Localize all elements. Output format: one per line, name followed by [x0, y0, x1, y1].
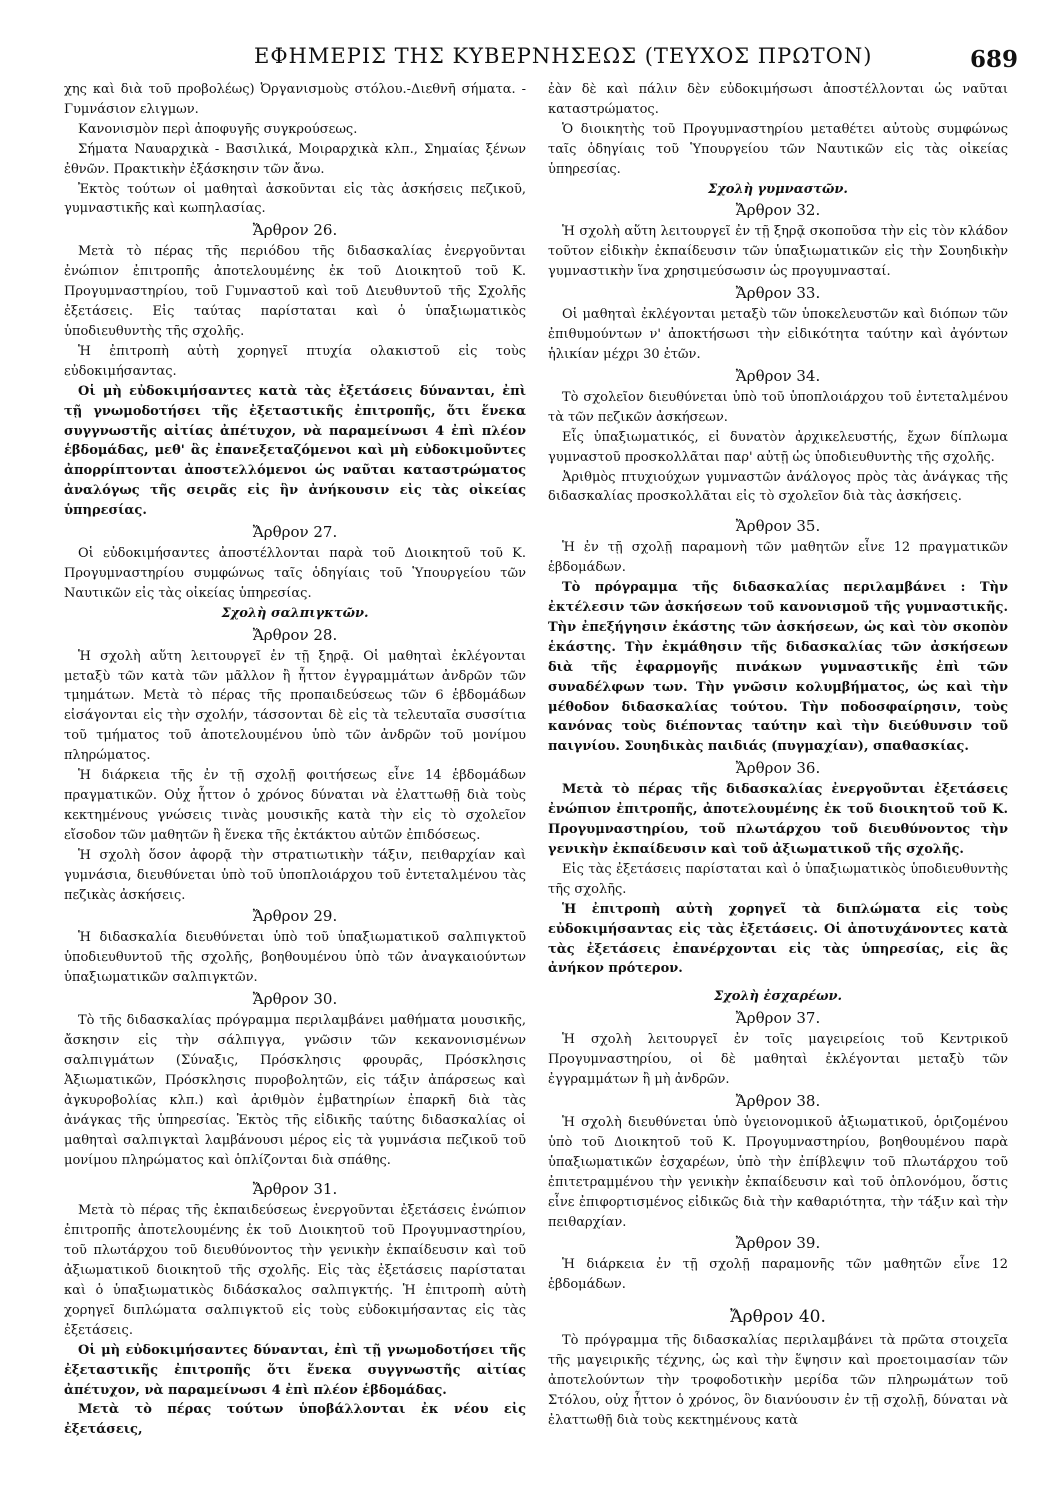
- paragraph: Τὸ πρόγραμμα τῆς διδασκαλίας περιλαμβάνει : Τὴν ἐκτέλεσιν τῶν ἀσκήσεων τοῦ κανονισμοῦ τῆς γυμναστικῆς. Τὴν ἐπεξήγησιν ἑκάστης τῶν ἀσκήσεων, ὡς καὶ τὸν σκοπὸν ἑκάστης. Τὴν ἐκμάθησιν τῆς διδασκαλίας τῶν ἀσκήσεων διὰ τῆς ἐφαρμογῆς πινάκων γυμναστικῆς ἐπὶ τῶν συναδέλφων των. Τὴν γνῶσιν κολυμβήματος, ὡς καὶ τὴν μέθοδον διδασκαλίας τούτου. Τὴν ποδοσφαίρησιν, τοὺς κανόνας τοὺς διέποντας ταύτην καὶ τὴν διεύθυνσιν τοῦ παιγνίου. Σουηδικὰς παιδιάς (πυγμαχίαν), σπαθασκίας.: [548, 580, 1008, 755]
- article-heading: Ἄρθρον 37.: [735, 1009, 821, 1028]
- article-heading: Ἄρθρον 30.: [252, 990, 338, 1009]
- paragraph: Ὁ διοικητὴς τοῦ Προγυμναστηρίου μεταθέτει αὐτοὺς συμφώνως ταῖς ὁδηγίαις τοῦ Ὑπουργείου τῶν Ναυτικῶν εἰς τὰς οἰκείας ὑπηρεσίας.: [548, 121, 1008, 177]
- paragraph: Οἱ μαθηταὶ ἐκλέγονται μεταξὺ τῶν ὑποκελευστῶν καὶ διόπων τῶν ἐπιθυμούντων ν' ἀποκτήσωσι τὴν εἰδικότητα ταύτην καὶ ἀγόντων ἡλικίαν μέχρι 30 ἐτῶν.: [548, 307, 1008, 362]
- paragraph: Ἐκτὸς τούτων οἱ μαθηταὶ ἀσκοῦνται εἰς τὰς ἀσκήσεις πεζικοῦ, γυμναστικῆς καὶ κωπηλασίας.: [64, 181, 526, 217]
- paragraph: Ἡ ἐπιτροπὴ αὐτὴ χορηγεῖ πτυχία ολακιστοῦ εἰς τοὺς εὐδοκιμήσαντας.: [64, 343, 526, 379]
- paragraph: Τὸ τῆς διδασκαλίας πρόγραμμα περιλαμβάνει μαθήματα μουσικῆς, ἄσκησιν εἰς τὴν σάλπιγγα, γνῶσιν τῶν κεκανονισμένων σαλπιγμάτων (Σύναξις, Πρόσκλησις φρουρᾶς, Πρόσκλησις Ἀξιωματικῶν, Πρόσκλησις πυροβολητῶν, εἰς τάξιν ἀπάρσεως καὶ ἀγκυροβολίας κλπ.) καὶ ἀριθμὸν ἐμβατηρίων ἐπαρκῆ διὰ τὰς ἀνάγκας τῆς ὑπηρεσίας. Ἐκτὸς τῆς εἰδικῆς ταύτης διδασκαλίας οἱ μαθηταὶ σαλπιγκταὶ λαμβάνουσι μέρος εἰς τὰ γυμνάσια πεζικοῦ τοῦ μονίμου πληρώματος καὶ ὁπλίζονται διὰ σπάθης.: [64, 1013, 526, 1168]
- paragraph: Μετὰ τὸ πέρας τούτων ὑποβάλλονται ἐκ νέου εἰς ἐξετάσεις,: [64, 1402, 526, 1438]
- paragraph: Τὸ σχολεῖον διευθύνεται ὑπὸ τοῦ ὑποπλοιάρχου τοῦ ἐντεταλμένου τὰ τῶν πεζικῶν ἀσκήσεων.: [548, 389, 1008, 425]
- paragraph: Ἡ διάρκεια τῆς ἐν τῇ σχολῇ φοιτήσεως εἶνε 14 ἑβδομάδων πραγματικῶν. Οὐχ ἧττον ὁ χρόνος δύναται νὰ ἐλαττωθῇ διὰ τοὺς κεκτημένους γνώσεις τινὰς μουσικῆς κατὰ τὴν εἰς τὸ σχολεῖον εἴσοδον τῶν μαθητῶν ἢ ἕνεκα τῆς ἐκτάκτου αὐτῶν ἐπιδόσεως.: [64, 768, 526, 843]
- paragraph: Εἷς ὑπαξιωματικός, εἰ δυνατὸν ἀρχικελευστής, ἔχων δίπλωμα γυμναστοῦ προσκολλᾶται παρ' αὐτῇ ὡς ὑποδιευθυντὴς τῆς σχολῆς.: [548, 429, 1008, 465]
- left-column: [64, 80, 526, 1500]
- article-heading: Ἄρθρον 26.: [252, 221, 338, 240]
- article-heading: Ἄρθρον 38.: [735, 1091, 821, 1110]
- paragraph: χης καὶ διὰ τοῦ προβολέως) Ὀργανισμοὺς στόλου.-Διεθνῆ σήματα. - Γυμνάσιον ελιγμων.: [64, 82, 526, 117]
- paragraph: Ἡ σχολὴ αὕτη λειτουργεῖ ἐν τῇ ξηρᾷ σκοποῦσα τὴν εἰς τὸν κλάδον τοῦτον εἰδικὴν ἐκπαίδευσιν τῶν ὑπαξιωματικῶν εἰς τὴν Σουηδικὴν γυμναστικὴν ἵνα χρησιμεύσωσιν ὡς προγυμνασταί.: [548, 224, 1008, 280]
- paragraph: Εἰς τὰς ἐξετάσεις παρίσταται καὶ ὁ ὑπαξιωματικὸς ὑποδιευθυντὴς τῆς σχολῆς.: [548, 861, 1008, 897]
- gazette-title: ΕΦΗΜΕΡΙΣ ΤΗΣ ΚΥΒΕΡΝΗΣΕΩΣ (ΤΕΥΧΟΣ ΠΡΩΤΟΝ): [254, 44, 873, 68]
- paragraph: Ἡ διδασκαλία διευθύνεται ὑπὸ τοῦ ὑπαξιωματικοῦ σαλπιγκτοῦ ὑποδιευθυντοῦ τῆς σχολῆς, βοηθουμένου ὑπὸ τῶν ἀναγκαιούντων ὑπαξιωματικῶν σαλπιγκτῶν.: [64, 930, 526, 986]
- paragraph: Σήματα Ναυαρχικὰ - Βασιλικά, Μοιραρχικὰ κλπ., Σημαίας ξένων ἐθνῶν. Πρακτικὴν ἐξάσκησιν τῶν ἄνω.: [64, 141, 526, 177]
- paragraph: Μετὰ τὸ πέρας τῆς ἐκπαιδεύσεως ἐνεργοῦνται ἐξετάσεις ἐνώπιον ἐπιτροπῆς ἀποτελουμένης ἐκ τοῦ Διοικητοῦ τοῦ Προγυμναστηρίου, τοῦ πλωτάρχου τοῦ διευθύνοντος τὴν γενικὴν ἐκπαίδευσιν καὶ τοῦ ἀξιωματικοῦ διοικητοῦ τῆς σχολῆς. Εἰς τὰς ἐξετάσεις παρίσταται καὶ ὁ ὑπαξιωματικὸς διδάσκαλος σαλπιγκτής. Ἡ ἐπιτροπὴ αὐτὴ χορηγεῖ διπλώματα σαλπιγκτοῦ εἰς τοὺς εὐδοκιμήσαντας εἰς τὰς ἐξετάσεις.: [64, 1203, 526, 1338]
- article-heading: Ἄρθρον 40.: [730, 1307, 826, 1328]
- paragraph: Ἡ σχολὴ διευθύνεται ὑπὸ ὑγειονομικοῦ ἀξιωματικοῦ, ὁριζομένου ὑπὸ τοῦ Διοικητοῦ τοῦ Κ. Προγυμναστηρίου, βοηθουμένου παρὰ ὑπαξιωματικῶν ἐσχαρέων, ὑπὸ τὴν ἐπίβλεψιν τοῦ πλωτάρχου τοῦ ἐπιτετραμμένου τὴν γενικὴν ἐκπαίδευσιν καὶ τοῦ ὁπλονόμου, ὅστις εἶνε ἐπιφορτισμένος εἰδικῶς διὰ τὴν καθαριότητα, τὴν τάξιν καὶ τὴν πειθαρχίαν.: [548, 1114, 1008, 1230]
- article-heading: Ἄρθρον 31.: [252, 1180, 338, 1199]
- article-heading: Ἄρθρον 34.: [735, 366, 821, 385]
- paragraph: Ἡ σχολὴ αὕτη λειτουργεῖ ἐν τῇ ξηρᾷ. Οἱ μαθηταὶ ἐκλέγονται μεταξὺ τῶν κατὰ τῶν μᾶλλον ἢ ἧττον ἐγγραμμάτων ἀνδρῶν τῶν τμημάτων. Μετὰ τὸ πέρας τῆς προπαιδεύσεως τῶν 6 ἑβδομάδων εἰσάγονται εἰς τὴν σχολήν, τάσσονται δὲ εἰς τὰ τελευταῖα συσσίτια τοῦ τμήματος τοῦ ἀποτελουμένου ὑπὸ τῶν ἀνδρῶν τοῦ μονίμου πληρώματος.: [64, 648, 526, 764]
- paragraph: Μετὰ τὸ πέρας τῆς διδασκαλίας ἐνεργοῦνται ἐξετάσεις ἐνώπιον ἐπιτροπῆς, ἀποτελουμένης ἐκ τοῦ διοικητοῦ τοῦ Κ. Προγυμναστηρίου, τοῦ πλωτάρχου τοῦ διευθύνοντος τὴν γενικὴν ἐκπαίδευσιν καὶ τοῦ ἀξιωματικοῦ τῆς σχολῆς.: [548, 782, 1008, 857]
- paragraph: Μετὰ τὸ πέρας τῆς περιόδου τῆς διδασκαλίας ἐνεργοῦνται ἐνώπιον ἐπιτροπῆς ἀποτελουμένης ἐκ τοῦ Διοικητοῦ τοῦ Κ. Προγυμναστηρίου, τοῦ Γυμναστοῦ καὶ τοῦ Διευθυντοῦ τῆς Σχολῆς ἐξετάσεις. Εἰς ταύτας παρίσταται καὶ ὁ ὑπαξιωματικὸς ὑποδιευθυντὴς τῆς σχολῆς.: [64, 244, 526, 339]
- right-column: [548, 80, 1008, 1500]
- article-heading: Ἄρθρον 39.: [735, 1234, 821, 1253]
- paragraph: Ἡ διάρκεια ἐν τῇ σχολῇ παραμονῆς τῶν μαθητῶν εἶνε 12 ἑβδομάδων.: [548, 1257, 1008, 1293]
- text-columns: [64, 80, 1030, 1500]
- article-heading: Ἄρθρον 29.: [252, 907, 338, 926]
- paragraph: Ἡ σχολὴ ὅσον ἀφορᾷ τὴν στρατιωτικὴν τάξιν, πειθαρχίαν καὶ γυμνάσια, διευθύνεται ὑπὸ τοῦ ὑποπλοιάρχου τοῦ ἐντεταλμένου τὰς πεζικὰς ἀσκήσεις.: [64, 847, 526, 903]
- paragraph: Τὸ πρόγραμμα τῆς διδασκαλίας περιλαμβάνει τὰ πρῶτα στοιχεῖα τῆς μαγειρικῆς τέχνης, ὡς καὶ τὴν ἕψησιν καὶ προετοιμασίαν τῶν ἀποτελούντων τὴν τροφοδοτικὴν μερίδα τῶν πληρωμάτων τοῦ Στόλου, οὐχ ἧττον ὁ χρόνος, ὃν διανύουσιν ἐν τῇ σχολῇ, δύναται νὰ ἐλαττωθῇ διὰ τοὺς κεκτημένους κατὰ: [548, 1333, 1008, 1428]
- paragraph: Οἱ εὐδοκιμήσαντες ἀποστέλλονται παρὰ τοῦ Διοικητοῦ τοῦ Κ. Προγυμναστηρίου συμφώνως ταῖς ὁδηγίαις τοῦ Ὑπουργείου τῶν Ναυτικῶν εἰς τὰς οἰκείας ὑπηρεσίας.: [64, 546, 526, 601]
- paragraph: Ἡ ἐν τῇ σχολῇ παραμονὴ τῶν μαθητῶν εἶνε 12 πραγματικῶν ἑβδομάδων.: [548, 540, 1008, 576]
- paragraph: Οἱ μὴ εὐδοκιμήσαντες κατὰ τὰς ἐξετάσεις δύνανται, ἐπὶ τῇ γνωμοδοτήσει τῆς ἐξεταστικῆς ἐπιτροπῆς, ὅτι ἕνεκα συγγνωστῆς αἰτίας ἀπέτυχον, νὰ παραμείνωσι 4 ἐπὶ πλέον ἑβδομάδας, μεθ' ἃς ἐπανεξεταζόμενοι καὶ μὴ εὐδοκιμοῦντες ἀπορρίπτονται ἀποστελλόμενοι ὡς ναῦται καταστρώματος ἀναλόγως τῆς σειρᾶς εἰς ἣν ἀνήκουσιν εἰς τὰς οἰκείας ὑπηρεσίας.: [64, 383, 526, 519]
- page-header: [64, 38, 1030, 80]
- paragraph: Οἱ μὴ εὐδοκιμήσαντες δύνανται, ἐπὶ τῇ γνωμοδοτήσει τῆς ἐξεταστικῆς ἐπιτροπῆς ὅτι ἕνεκα συγγνωστῆς αἰτίας ἀπέτυχον, νὰ παραμείνωσι 4 ἐπὶ πλέον ἑβδομάδας.: [64, 1342, 526, 1398]
- paragraph: Ἡ σχολὴ λειτουργεῖ ἐν τοῖς μαγειρείοις τοῦ Κεντρικοῦ Προγυμναστηρίου, οἱ δὲ μαθηταὶ ἐκλέγονται μεταξὺ τῶν ἐγγραμμάτων ἢ μὴ ἀνδρῶν.: [548, 1032, 1008, 1088]
- article-heading: Ἄρθρον 27.: [252, 523, 338, 542]
- article-heading: Ἄρθρον 36.: [735, 759, 821, 778]
- section-heading: Σχολὴ γυμναστῶν.: [708, 181, 848, 197]
- section-heading: Σχολὴ ἐσχαρέων.: [713, 989, 843, 1005]
- page-number: 689: [969, 46, 1018, 73]
- paragraph: Ἀριθμὸς πτυχιούχων γυμναστῶν ἀνάλογος πρὸς τὰς ἀνάγκας τῆς διδασκαλίας προσκολλᾶται εἰς τὸ σχολεῖον διὰ τὰς ἀσκήσεις.: [548, 469, 1008, 505]
- paragraph: ἐὰν δὲ καὶ πάλιν δὲν εὐδοκιμήσωσι ἀποστέλλονται ὡς ναῦται καταστρώματος.: [548, 82, 1008, 117]
- article-heading: Ἄρθρον 28.: [252, 625, 338, 644]
- article-heading: Ἄρθρον 33.: [735, 284, 821, 303]
- section-heading: Σχολὴ σαλπιγκτῶν.: [221, 605, 369, 621]
- article-heading: Ἄρθρον 32.: [735, 201, 821, 220]
- article-heading: Ἄρθρον 35.: [735, 517, 821, 536]
- paragraph: Κανονισμὸν περὶ ἀποφυγῆς συγκρούσεως.: [78, 121, 358, 137]
- paragraph: Ἡ ἐπιτροπὴ αὐτὴ χορηγεῖ τὰ διπλώματα εἰς τοὺς εὐδοκιμήσαντας εἰς τὰς ἐξετάσεις. Οἱ ἀποτυχάνοντες κατὰ τὰς ἐξετάσεις ἐπανέρχονται εἰς τὰς ὑπηρεσίας, εἰς ἃς ἀνήκον πρότερον.: [548, 901, 1008, 977]
